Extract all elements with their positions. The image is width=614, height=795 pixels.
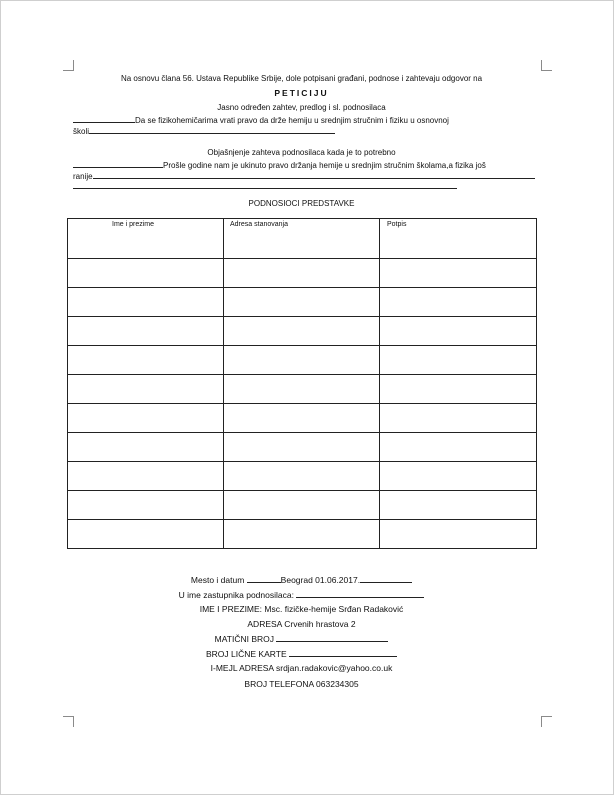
table-cell <box>224 375 380 404</box>
table-cell <box>224 491 380 520</box>
table-row <box>68 317 537 346</box>
crop-mark-top-right <box>541 60 552 71</box>
request-text: Da se fizikohemičarima vrati pravo da drže hemiju u srednjim stručnim i fiziku u osnovnoj <box>135 116 449 125</box>
table-row <box>68 491 537 520</box>
table-cell <box>224 462 380 491</box>
table-cell <box>380 317 537 346</box>
request-text-prefix: školi <box>73 127 90 136</box>
table-row <box>68 375 537 404</box>
email-line: I-MEJL ADRESA srdjan.radakovic@yahoo.co.uk <box>210 663 393 673</box>
table-row <box>68 462 537 491</box>
request-heading: Jasno određen zahtev, predlog i sl. podnosilaca <box>217 103 386 112</box>
table-row <box>68 433 537 462</box>
table-cell <box>224 520 380 549</box>
explanation-text: Prošle godine nam je ukinuto pravo držanja hemije u srednjim stručnim školama,a fizika još <box>163 161 486 170</box>
table-row <box>68 404 537 433</box>
representative-line <box>67 589 536 600</box>
table-cell <box>380 346 537 375</box>
table-cell <box>224 346 380 375</box>
blank-line <box>73 188 457 189</box>
crop-mark-bottom-right <box>541 716 552 727</box>
table-cell <box>224 317 380 346</box>
table-header-row <box>68 219 537 259</box>
jmbg-line <box>67 633 536 644</box>
blank-line <box>93 170 535 179</box>
blank-line <box>289 648 397 657</box>
table-cell <box>380 433 537 462</box>
column-header-name: Ime i prezime <box>68 219 224 259</box>
id-card-line <box>67 648 536 659</box>
signatories-table <box>67 218 537 549</box>
table-cell <box>224 404 380 433</box>
table-cell <box>68 433 224 462</box>
table-cell <box>68 520 224 549</box>
table-cell <box>68 317 224 346</box>
table-row <box>68 259 537 288</box>
blank-line <box>73 159 163 168</box>
explanation-heading: Objašnjenje zahteva podnosilaca kada je to potrebno <box>207 148 396 157</box>
table-row <box>68 288 537 317</box>
crop-mark-bottom-left <box>63 716 74 727</box>
table-cell <box>68 491 224 520</box>
place-date-label: Mesto i datum <box>190 575 245 585</box>
table-cell <box>380 288 537 317</box>
address-line: ADRESA Crvenih hrastova 2 <box>247 619 356 629</box>
table-cell <box>68 259 224 288</box>
place-date-value: Beograd 01.06.2017. <box>280 575 361 585</box>
table-cell <box>224 288 380 317</box>
column-header-address: Adresa stanovanja <box>224 219 380 259</box>
request-text-line2 <box>73 125 335 137</box>
place-date-line <box>67 574 536 585</box>
table-cell <box>68 404 224 433</box>
blank-line <box>89 125 335 134</box>
document-title: PETICIJU <box>274 88 329 98</box>
jmbg-label: MATIČNI BROJ <box>214 634 274 644</box>
table-cell <box>68 346 224 375</box>
blank-line <box>73 114 135 123</box>
table-cell <box>380 520 537 549</box>
crop-mark-top-left <box>63 60 74 71</box>
table-cell <box>380 259 537 288</box>
signatories-heading: PODNOSIOCI PREDSTAVKE <box>248 199 355 208</box>
blank-line <box>247 574 281 583</box>
explanation-text-prefix: ranije <box>73 172 93 181</box>
table-row <box>68 346 537 375</box>
table-cell <box>68 462 224 491</box>
column-header-signature: Potpis <box>380 219 537 259</box>
name-line: IME I PREZIME: Msc. fizičke-hemije Srđan Radaković <box>199 604 404 614</box>
table-cell <box>380 462 537 491</box>
table-cell <box>68 288 224 317</box>
intro-text: Na osnovu člana 56. Ustava Republike Srbije, dole potpisani građani, podnose i zahtevaju odgovor na <box>120 74 483 83</box>
blank-line <box>360 574 412 583</box>
table-cell <box>380 491 537 520</box>
blank-line <box>296 589 424 598</box>
table-cell <box>224 433 380 462</box>
table-cell <box>68 375 224 404</box>
id-card-label: BROJ LIČNE KARTE <box>206 649 287 659</box>
table-row <box>68 520 537 549</box>
table-cell <box>380 375 537 404</box>
table-cell <box>380 404 537 433</box>
explanation-text-line2 <box>73 170 535 182</box>
blank-line <box>276 633 388 642</box>
representative-label: U ime zastupnika podnosilaca: <box>178 590 294 600</box>
table-cell <box>224 259 380 288</box>
phone-line: BROJ TELEFONA 063234305 <box>244 679 359 689</box>
